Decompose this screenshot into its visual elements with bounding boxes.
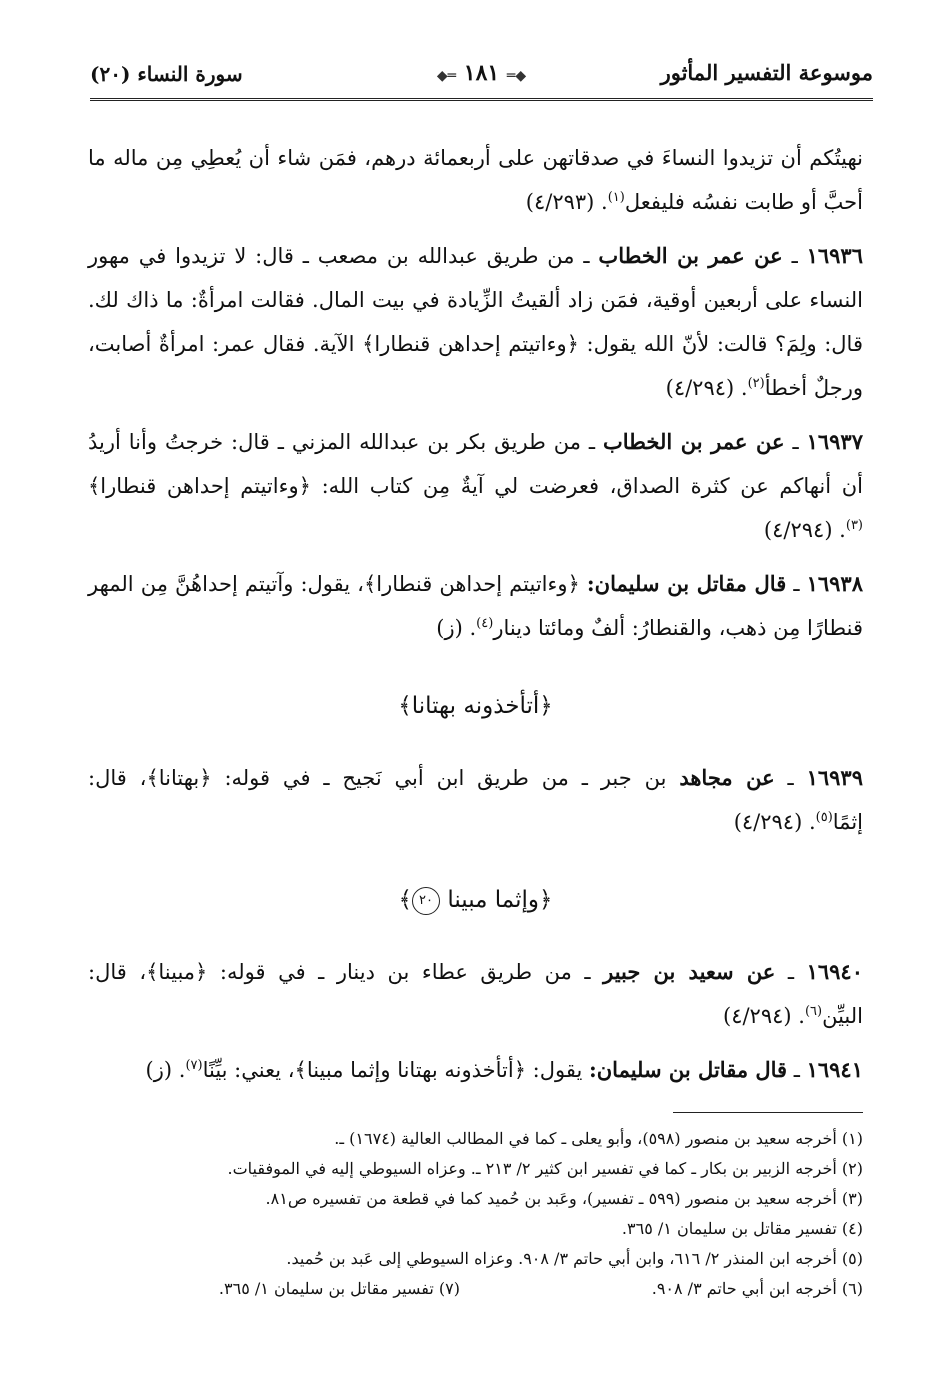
hadith-entry: ١٦٩٣٨ ـ قال مقاتل بن سليمان: ﴿وءاتيتم إحداهن قنطارا﴾، يقول: وآتيتم إحداهُنَّ مِن المهر قنطارًا مِن ذهب، والقنطارُ: ألفٌ ومائتا دينار$^{(٤)}$. (ز) — [88, 571, 863, 640]
entry-number: ١٦٩٣٦ — [806, 243, 863, 268]
footnote-divider — [673, 1112, 863, 1113]
book-title: موسوعة التفسير المأثور — [660, 60, 873, 85]
running-header — [90, 60, 873, 94]
footnote-marker: (٤) — [476, 616, 494, 631]
entry-number: ١٦٩٣٧ — [806, 429, 863, 454]
footnote: (٤) تفسير مقاتل بن سليمان ١/ ٣٦٥. — [621, 1219, 863, 1238]
ornament-icon: ◆═ — [506, 68, 527, 84]
volume-page-ref: . (ز) — [145, 1058, 186, 1082]
footnote-marker: (٥) — [815, 810, 833, 825]
entry-text — [580, 572, 587, 596]
entry-number: ١٦٩٣٩ — [806, 765, 863, 790]
hadith-entry: ١٦٩٤٠ ـ عن سعيد بن جبير ـ من طريق عطاء بن دينار ـ في قوله: ﴿مبينا﴾، قال: البيِّن$^{(٦)}$. (٤/٢٩٤) — [88, 959, 863, 1028]
entry-text: ، يعني: بيِّنًا — [202, 1058, 295, 1082]
para-text: نهيتُكم أن تزيدوا النساءَ في صدقاتهن على أربعمائة درهم، فمَن شاء أن يُعطِي مِن ماله ما أحبَّ أو طابت نفسُه فليفعل — [88, 146, 863, 214]
entry-text: بن جبر ـ من طريق ابن أبي نَجيح ـ في قوله: — [211, 766, 680, 790]
surah-title: سورة النساء (٢٠) — [90, 62, 243, 86]
volume-page-ref: . (٤/٢٩٤) — [665, 376, 748, 400]
footnote: (٧) تفسير مقاتل بن سليمان ١/ ٣٦٥. — [218, 1279, 460, 1298]
footnote-marker: (٣) — [845, 518, 863, 533]
volume-page-ref: . (٤/٢٩٤) — [723, 1004, 805, 1028]
ayah-number-icon: ٢٠ — [412, 887, 440, 915]
narrator-name: قال مقاتل بن سليمان: — [586, 571, 787, 596]
verse-heading: ﴿أتأخذونه بهتانا﴾ — [398, 693, 553, 719]
entry-text: ، قال: البيِّن — [88, 960, 863, 1028]
entry-text: ـ من طريق بكر بن عبدالله المزني ـ قال: خرجتُ وأنا أريدُ أن أنهاكم عن كثرة الصداق، فعرضت لي آيةٌ مِن كتاب الله: — [88, 430, 863, 498]
quran-quote: ﴿وءاتيتم إحداهن قنطارا﴾ — [88, 474, 311, 498]
header-divider — [90, 98, 873, 101]
footnote-row — [88, 1274, 863, 1304]
volume-page-ref: . (ز) — [436, 616, 477, 640]
footnote-marker: (٢) — [747, 376, 765, 391]
paragraph-continuation — [88, 136, 863, 224]
entry-text: ، قال: إثمًا — [88, 766, 863, 834]
footnote: (٥) أخرجه ابن المنذر ٢/ ٦١٦، وابن أبي حاتم ٣/ ٩٠٨. وعزاه السيوطي إلى عَبد بن حُميد. — [286, 1249, 863, 1268]
quran-quote: ﴿وءاتيتم إحداهن قنطارا﴾ — [363, 572, 580, 596]
verse-bracket: ﴾ — [398, 887, 413, 913]
hadith-entry: ١٦٩٣٩ ـ عن مجاهد بن جبر ـ من طريق ابن أبي نَجيح ـ في قوله: ﴿بهتانا﴾، قال: إثمًا$^{(٥)}$. (٤/٢٩٤) — [88, 765, 863, 834]
entry-text: الآية. فقال عمر: امرأةٌ أصابت، ورجلٌ أخطأ — [88, 332, 863, 400]
narrator-name: عن مجاهد — [679, 765, 775, 790]
verse-text: ﴿وإثما مبينا — [447, 887, 553, 913]
footnotes — [88, 1124, 863, 1304]
quran-quote: ﴿بهتانا﴾ — [146, 766, 212, 790]
volume-page-ref: . (٤/٢٩٤) — [763, 518, 846, 542]
volume-page-ref: . (٤/٢٩٣) — [525, 190, 608, 214]
footnote: (٣) أخرجه سعيد بن منصور (٥٩٩ ـ تفسير)، وعَبد بن حُميد كما في قطعة من تفسيره ص٨١. — [265, 1189, 863, 1208]
footnote-marker: (٧) — [185, 1058, 203, 1073]
footnote-marker: (٦) — [804, 1004, 823, 1019]
page-number: ١٨١ — [463, 60, 500, 86]
hadith-entry: ١٦٩٣٧ ـ عن عمر بن الخطاب ـ من طريق بكر بن عبدالله المزني ـ قال: خرجتُ وأنا أريدُ أن أنهاكم عن كثرة الصداق، فعرضت لي آيةٌ مِن كتاب الله: ﴿وءاتيتم إحداهن قنطارا﴾$^{(٣)}$. (٤/٢٩٤) — [88, 429, 863, 542]
verse-heading — [88, 880, 863, 920]
quran-quote: ﴿وءاتيتم إحداهن قنطارا﴾ — [362, 332, 579, 356]
ornament-icon: ═◆ — [436, 68, 457, 84]
narrator-name: عن عمر بن الخطاب — [598, 243, 783, 268]
entry-text: ـ من طريق عطاء بن دينار ـ في قوله: — [207, 960, 604, 984]
footnote: (٦) أخرجه ابن أبي حاتم ٣/ ٩٠٨. — [651, 1279, 863, 1298]
footnote: (١) أخرجه سعيد بن منصور (٥٩٨)، وأبو يعلى ـ كما في المطالب العالية (١٦٧٤) ـ. — [334, 1129, 863, 1148]
entry-text: يقول: — [526, 1058, 589, 1082]
entry-number: ١٦٩٤١ — [806, 1057, 863, 1082]
entry-text: ـ من طريق عبدالله بن مصعب ـ قال: لا تزيدوا في مهور النساء على أربعين أوقية، فمَن زاد ألقيتُ الزِّيادة في بيت المال. فقالت امرأةٌ: ما ذاك لك. قال: ولِمَ؟ قالت: لأنّ الله يقول: — [88, 244, 863, 356]
narrator-name: عن سعيد بن جبير — [603, 959, 776, 984]
quran-quote: ﴿مبينا﴾ — [146, 960, 208, 984]
narrator-name: عن عمر بن الخطاب — [603, 429, 785, 454]
hadith-entry: ١٦٩٣٦ ـ عن عمر بن الخطاب ـ من طريق عبدالله بن مصعب ـ قال: لا تزيدوا في مهور النساء على أربعين أوقية، فمَن زاد ألقيتُ الزِّيادة في بيت المال. فقالت امرأةٌ: ما ذاك لك. قال: ولِمَ؟ قالت: لأنّ الله يقول: ﴿وءاتيتم إحداهن قنطارا﴾ الآية. فقال عمر: امرأةٌ أصابت، ورجلٌ أخطأ$^{(٢)}$. (٤/٢٩٤) — [88, 243, 863, 400]
entry-number: ١٦٩٤٠ — [806, 959, 863, 984]
main-text — [88, 136, 863, 1102]
quran-quote: ﴿أتأخذونه بهتانا وإثما مبينا﴾ — [294, 1058, 526, 1082]
entry-text: ، يقول: وآتيتم إحداهُنَّ مِن المهر قنطارًا مِن ذهب، والقنطارُ: ألفٌ ومائتا دينار — [88, 572, 863, 640]
footnote-marker: (١) — [607, 190, 625, 205]
hadith-entry: ١٦٩٤١ ـ قال مقاتل بن سليمان: يقول: ﴿أتأخذونه بهتانا وإثما مبينا﴾، يعني: بيِّنًا$^{(٧)}$. (ز) — [145, 1057, 863, 1082]
entry-number: ١٦٩٣٨ — [806, 571, 863, 596]
footnote: (٢) أخرجه الزبير بن بكار ـ كما في تفسير ابن كثير ٢/ ٢١٣ ـ. وعزاه السيوطي إليه في الموفقيات. — [227, 1159, 863, 1178]
volume-page-ref: . (٤/٢٩٤) — [733, 810, 816, 834]
narrator-name: قال مقاتل بن سليمان: — [589, 1057, 788, 1082]
